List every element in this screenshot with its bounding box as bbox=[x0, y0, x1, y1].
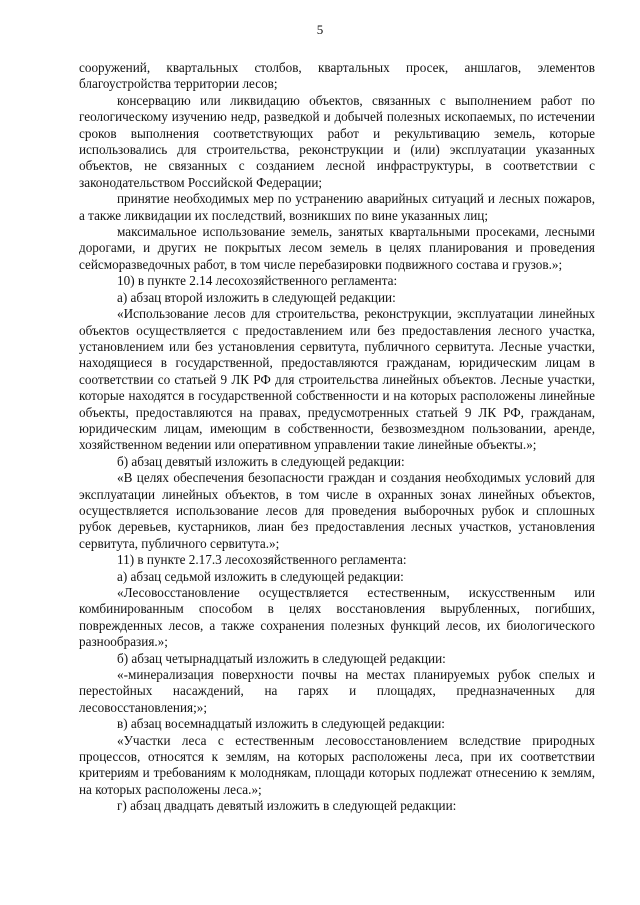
paragraph: б) абзац девятый изложить в следующей редакции: bbox=[117, 453, 405, 469]
paragraph: г) абзац двадцать девятый изложить в следующей редакции: bbox=[117, 798, 457, 814]
paragraph: принятие необходимых мер по устранению аварийных ситуаций и лесных пожаров, а также ликвидации их последствий, возникших по вине указанных лиц; bbox=[79, 191, 595, 223]
paragraph: максимальное использование земель, занятых квартальными просеками, лесными дорогами, и других не покрытых лесом земель в целях планирования и проведения сейсморазведочных работ, в том числе перебазировки подвижного состава и грузов.»; bbox=[79, 224, 595, 272]
paragraph: а) абзац второй изложить в следующей редакции: bbox=[117, 289, 396, 305]
paragraph: «Лесовосстановление осуществляется естественным, искусственным или комбинированным способом в целях восстановления вырубленных, погибших, поврежденных лесов, а также сохранения полезных функций лесов, их биологического разнообразия.»; bbox=[79, 585, 595, 650]
paragraph: консервацию или ликвидацию объектов, связанных с выполнением работ по геологическому изучению недр, разведкой и добычей полезных ископаемых, по истечении сроков выполнения соответствующих работ и рекультивацию земель, которые использовались для строительства, реконструкции и (или) эксплуатации указанных объектов, не связанных с созданием лесной инфраструктуры, в соответствии с законодательством Российской Федерации; bbox=[79, 92, 595, 190]
paragraph: в) абзац восемнадцатый изложить в следующей редакции: bbox=[117, 716, 445, 732]
paragraph: «-минерализация поверхности почвы на местах планируемых рубок спелых и перестойных насаждений, на гарях и площадях, предназначенных для лесовосстановления;»; bbox=[79, 667, 595, 715]
paragraph: а) абзац седьмой изложить в следующей редакции: bbox=[117, 568, 404, 584]
paragraph: 11) в пункте 2.17.3 лесохозяйственного регламента: bbox=[117, 552, 407, 568]
paragraph: б) абзац четырнадцатый изложить в следующей редакции: bbox=[117, 650, 446, 666]
document-body bbox=[79, 60, 595, 815]
paragraph: сооружений, квартальных столбов, квартальных просек, аншлагов, элементов благоустройства территории лесов; bbox=[79, 60, 595, 92]
paragraph: «В целях обеспечения безопасности граждан и создания необходимых условий для эксплуатации линейных объектов, в том числе в охранных зонах линейных объектов, осуществляется использование лесов для проведения выборочных рубок и сплошных рубок деревьев, кустарников, лиан без предоставления лесных участков, установления сервитута, публичного сервитута.»; bbox=[79, 470, 595, 551]
paragraph: «Участки леса с естественным лесовосстановлением вследствие природных процессов, относятся к землям, на которых расположены леса, при их соответствии критериям и требованиям к молоднякам, площади которых подлежат отнесению к землям, на которых расположены леса.»; bbox=[79, 732, 595, 797]
page-number: 5 bbox=[316, 22, 324, 37]
paragraph: «Использование лесов для строительства, реконструкции, эксплуатации линейных объектов осуществляется с предоставлением или без предоставления лесного участка, установлением или без установления сервитута, публичного сервитута. Лесные участки, находящиеся в государственной, предоставляются гражданам, юридическим лицам в соответствии со статьей 9 ЛК РФ для строительства линейных объектов. Лесные участки, которые находятся в государственной собственности и на которых расположены линейные объекты, предоставляются на правах, предусмотренных статьей 9 ЛК РФ, гражданам, юридическим лицам, имеющим в собственности, безвозмездном пользовании, аренде, хозяйственном ведении или оперативном управлении такие линейные объекты.»; bbox=[79, 306, 595, 453]
paragraph: 10) в пункте 2.14 лесохозяйственного регламента: bbox=[117, 273, 398, 289]
